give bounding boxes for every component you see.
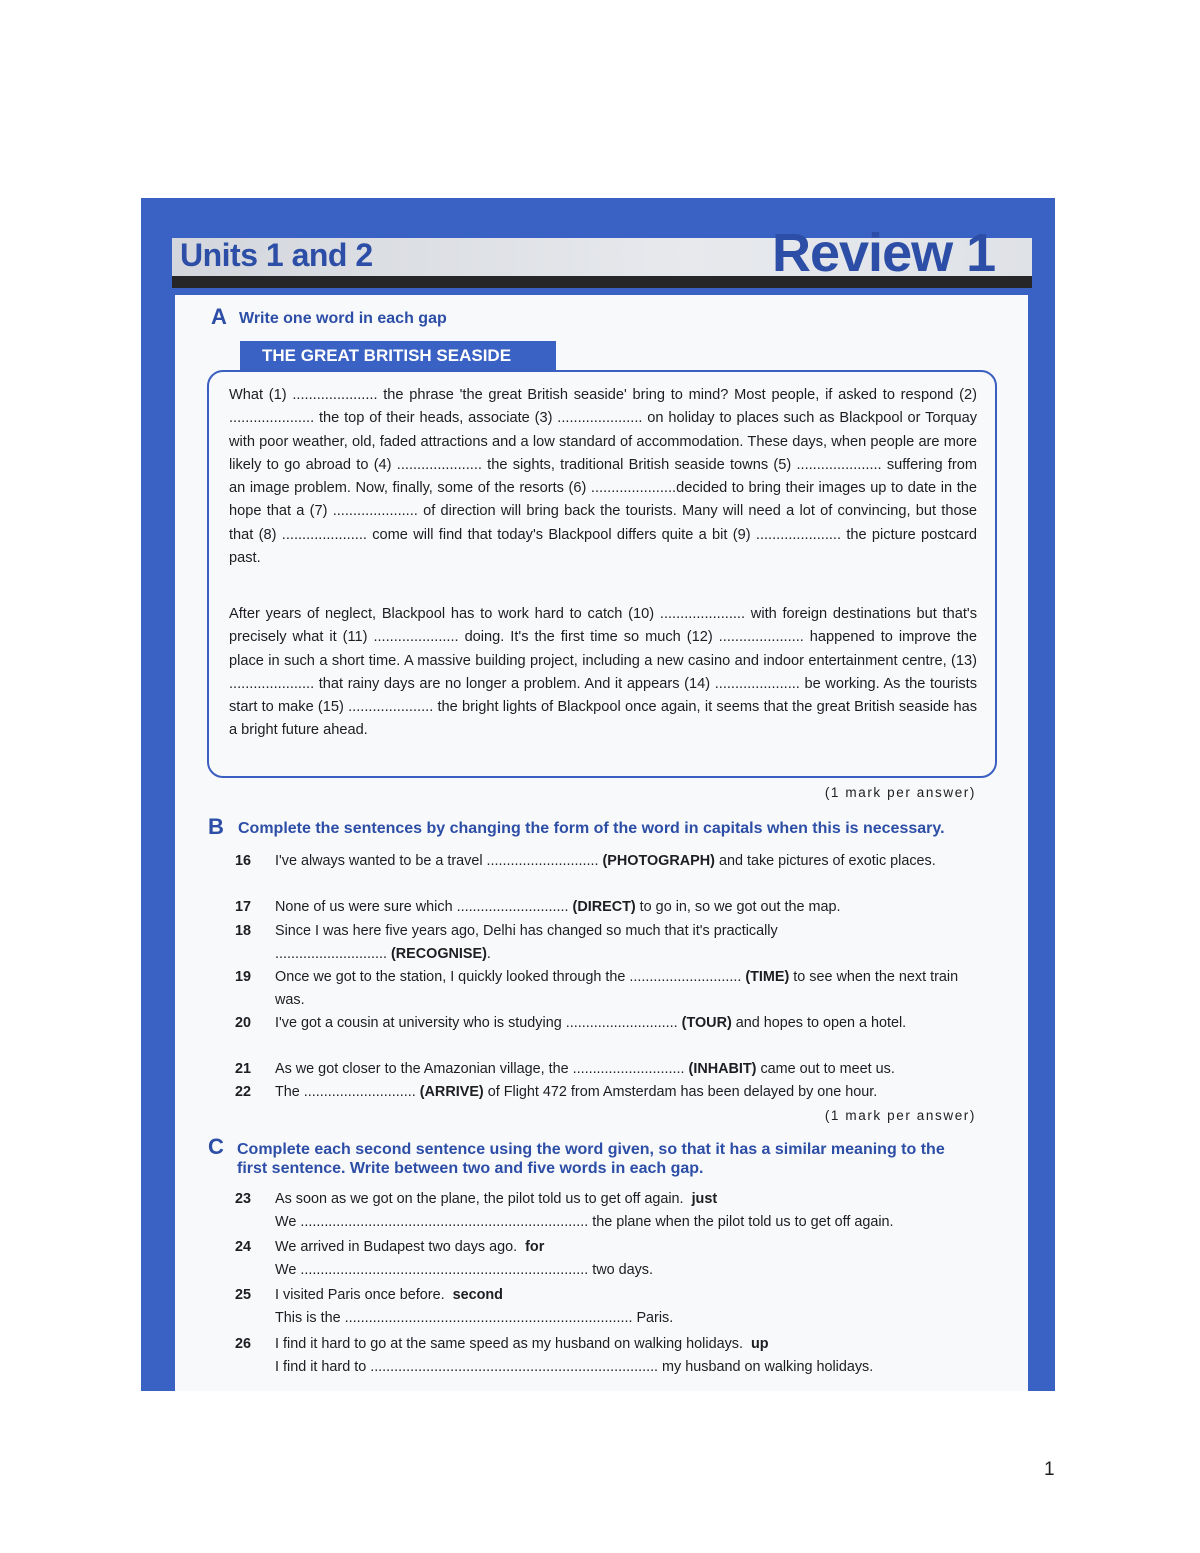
item-text: As we got closer to the Amazonian village, the ............................: [275, 1061, 689, 1077]
key-word: up: [750, 1336, 769, 1352]
item-number: 18: [235, 923, 252, 939]
item-text: Once we got to the station, I quickly looked through the ............................: [275, 969, 746, 985]
passage-paragraph-2: After years of neglect, Blackpool has to work hard to catch (10) ..................... with foreign destinations but that's precisely what it (11) ..................... doing. It's the first time so much (12) ..................... happened to improve the place in such a short time. A massive building project, including a new casino and indoor entertainment centre, (13) ..................... that rainy days are no longer a problem. And it appears (14) ..................... be working. As the tourists start to make (15) ..................... the bright lights of Blackpool once again, it seems that the great British seaside has a bright future ahead.: [229, 606, 977, 739]
section-b-instruction: Complete the sentences by changing the form of the word in capitals when this is necessary.: [238, 820, 945, 837]
item-number: 20: [235, 1015, 252, 1031]
item-number: 25: [235, 1287, 252, 1303]
section-a-instruction: Write one word in each gap: [239, 310, 447, 327]
page-number: 1: [1044, 1459, 1055, 1480]
item-text: None of us were sure which ............................: [275, 899, 573, 915]
passage-title-tab: THE GREAT BRITISH SEASIDE: [240, 341, 556, 372]
review-title: Review 1: [772, 223, 996, 283]
item-number: 22: [235, 1084, 252, 1100]
item-text: The ............................: [275, 1084, 420, 1100]
second-sentence: We ........................................................................ the plane when the pilot told us to get off again.: [275, 1213, 894, 1230]
item-number: 21: [235, 1061, 252, 1077]
first-sentence: I find it hard to go at the same speed as my husband on walking holidays.: [275, 1336, 743, 1352]
capital-word: (INHABIT): [688, 1061, 757, 1077]
item-number: 26: [235, 1336, 252, 1352]
second-sentence: I find it hard to ........................................................................ my husband on walking holidays.: [275, 1358, 874, 1375]
item-number: 23: [235, 1191, 252, 1207]
second-sentence: We ........................................................................ two days.: [275, 1261, 653, 1278]
item-text: to go in, so we got out the map.: [635, 899, 841, 915]
section-b-letter: B: [208, 814, 224, 839]
first-sentence: We arrived in Budapest two days ago.: [275, 1239, 518, 1255]
key-word: second: [452, 1287, 503, 1303]
section-a-letter: A: [211, 304, 227, 329]
capital-word: (RECOGNISE): [390, 945, 487, 962]
passage-paragraph-1: What (1) ..................... the phrase 'the great British seaside' bring to mind? Most people, if asked to respond (2) ..................... the top of their heads, associate (3) ..................... on holiday to places such as Blackpool or Torquay with poor weather, old, faded attractions and a low standard of accommodation. These days, when people are more likely to go abroad to (4) ..................... the sights, traditional British seaside towns (5) ..................... suffering from an image problem. Now, finally, some of the resorts (6) .....................decided to bring their images up to date in the hope that a (7) ..................... of direction will bring back the tourists. Many will need a lot of convincing, but those that (8) ..................... come will find that today's Blackpool differs quite a bit (9) ..................... the picture postcard past.: [229, 387, 977, 567]
key-word: just: [691, 1191, 718, 1207]
item-text: and hopes to open a hotel.: [731, 1015, 907, 1031]
item-text: came out to meet us.: [756, 1061, 895, 1077]
section-c-instruction: Complete each second sentence using the word given, so that it has a similar meaning to the first sentence. Write between two and five words in each gap.: [237, 1141, 945, 1177]
item-text: I've always wanted to be a travel ............................: [275, 853, 603, 869]
item-text: to see when the next train was.: [275, 969, 959, 1008]
capital-word: (TOUR): [681, 1015, 732, 1031]
capital-word: (ARRIVE): [419, 1084, 484, 1100]
item-text: .: [486, 945, 491, 962]
first-sentence: I visited Paris once before.: [275, 1287, 445, 1303]
item-text: Since I was here five years ago, Delhi has changed so much that it's practically ............................: [275, 923, 778, 962]
item-number: 19: [235, 969, 252, 985]
item-text: and take pictures of exotic places.: [714, 853, 936, 869]
item-text: I've got a cousin at university who is studying ............................: [275, 1015, 682, 1031]
units-title: Units 1 and 2: [180, 237, 373, 273]
item-number: 24: [235, 1239, 252, 1255]
item-number: 17: [235, 899, 252, 915]
second-sentence: This is the ........................................................................ Paris.: [275, 1309, 674, 1326]
capital-word: (PHOTOGRAPH): [602, 853, 715, 869]
item-text: of Flight 472 from Amsterdam has been delayed by one hour.: [483, 1084, 878, 1100]
section-c-letter: C: [208, 1134, 224, 1159]
capital-word: (TIME): [745, 969, 790, 985]
first-sentence: As soon as we got on the plane, the pilot told us to get off again.: [275, 1191, 684, 1207]
capital-word: (DIRECT): [572, 899, 636, 915]
key-word: for: [525, 1239, 545, 1255]
section-b-mark: (1 mark per answer): [824, 1108, 976, 1123]
item-number: 16: [235, 853, 252, 869]
section-a-mark: (1 mark per answer): [824, 785, 976, 800]
